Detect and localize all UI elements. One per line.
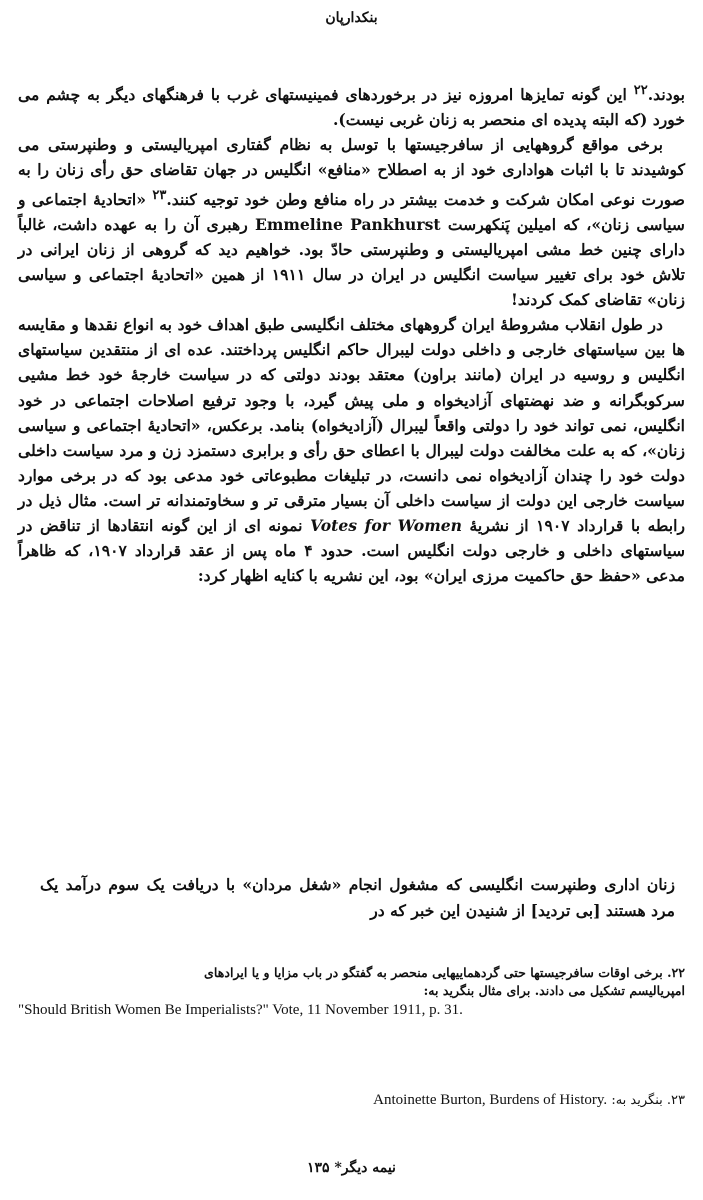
footnote-23-prefix: ۲۳. بنگرید به: (611, 1093, 685, 1108)
footnote-22-line-1: ۲۲. برخی اوقات سافرجیستها حتی گردهماییهایی منحصر به گفتگو در باب مزایا و یا ایرادهای (204, 965, 685, 980)
footnote-23 (245, 1092, 685, 1109)
quote-text: زنان اداری وطنپرست انگلیسی که مشغول انجام «شغل مردان» با دریافت یک سوم درآمد یک مرد هستند [بی تردید] از شنیدن این خبر که در (40, 875, 675, 920)
page-footer: نیمه دیگر* ۱۳۵ (307, 1160, 396, 1176)
paragraph-3: در طول انقلاب مشروطهٔ ایران گروههای مختلف انگلیسی طبق اهداف خود به انواع نقدها و مقایسه ها بین سیاستهای خارجی و داخلی دولت لیبرال حاکم انگلیس پرداختند. عده ای از منتقدین سیاستهای انگلیس و روسیه در ایران (مانند براون) معتقد بودند دولتی که در سیاست خارجهٔ خود خط مشیی سرکوبگرانه و ضد نهضتهای آزادیخواه و ملی پیش گیرد، با وجود ترفیع اصلاحات اجتماعی در خود انگلیس، نمی تواند خود را دولتی واقعاً لیبرال (آزادیخواه) بنامد. برعکس، «اتحادیهٔ اجتماعی و سیاسی زنان»، که به علت مخالفت دولت لیبرال با اعطای حق رأی و برابری دستمزد زن و مرد سیاست داخلی دولت خود را چندان آزادیخواه نمی دانست، در تبلیغات مطبوعاتی خود مدعی بود که در برخی موارد سیاست خارجی این دولت از سیاست داخلی آن بسیار مترقی تر و سخاوتمندانه تر است. مثال ذیل در رابطه با قرارداد ۱۹۰۷ از نشریهٔ Votes for Women نمونه ای از این گونه انتقادها از تناقض در سیاستهای داخلی و خارجی دولت انگلیس است. حدود ۴ ماه پس از عقد قرارداد ۱۹۰۷، که ظاهراً مدعی «حفظ حق حاکمیت مرزی ایران» بود، این نشریه با کنایه اظهار کرد: (18, 315, 686, 586)
footnote-22-line-2: امپریالیسم تشکیل می دادند. برای مثال بنگرید به: (423, 983, 685, 998)
body-text (18, 78, 685, 588)
paragraph-1: بودند.$^{۲۲}$ این گونه تمایزها امروزه نیز در برخوردهای فمینیستهای غرب با فرهنگهای دیگر به چشم می خورد (که البته پدیده ای منحصر به زنان غربی نیست). (18, 83, 685, 130)
running-header: بنکدارپان (325, 10, 378, 26)
paragraph-2: برخی مواقع گروههایی از سافرجیستها با توسل به نظام گفتاری امپریالیستی و وطنپرستی می کوشیدند تا با اثبات هواداری خود از به اصطلاح «منافع» انگلیس در جهان تقاضای حق رأی زنان را به صورت نوعی امکان شرکت و خدمت بیشتر در راه منافع وطن خود توجیه کنند.$^{۲۳}$ «اتحادیهٔ اجتماعی و سیاسی زنان»، که امیلین پَنکهرست Emmeline Pankhurst رهبری آن را به عهده داشت، غالباً دارای چنین خط مشی امپریالیستی و وطنپرستی حادّ بود. خواهیم دید که گروهی از زنان ایرانی در تلاش خود برای تغییر سیاست انگلیس در ایران در سال ۱۹۱۱ از همین «اتحادیهٔ اجتماعی و سیاسی زنان» تقاضای کمک کردند! (18, 135, 685, 310)
footnote-22-citation: "Should British Women Be Imperialists?" Vote, 11 November 1911, p. 31. (18, 1002, 463, 1018)
block-quote (40, 872, 675, 923)
footnote-23-citation: Antoinette Burton, Burdens of History. (373, 1092, 608, 1108)
footnotes (18, 964, 685, 1019)
